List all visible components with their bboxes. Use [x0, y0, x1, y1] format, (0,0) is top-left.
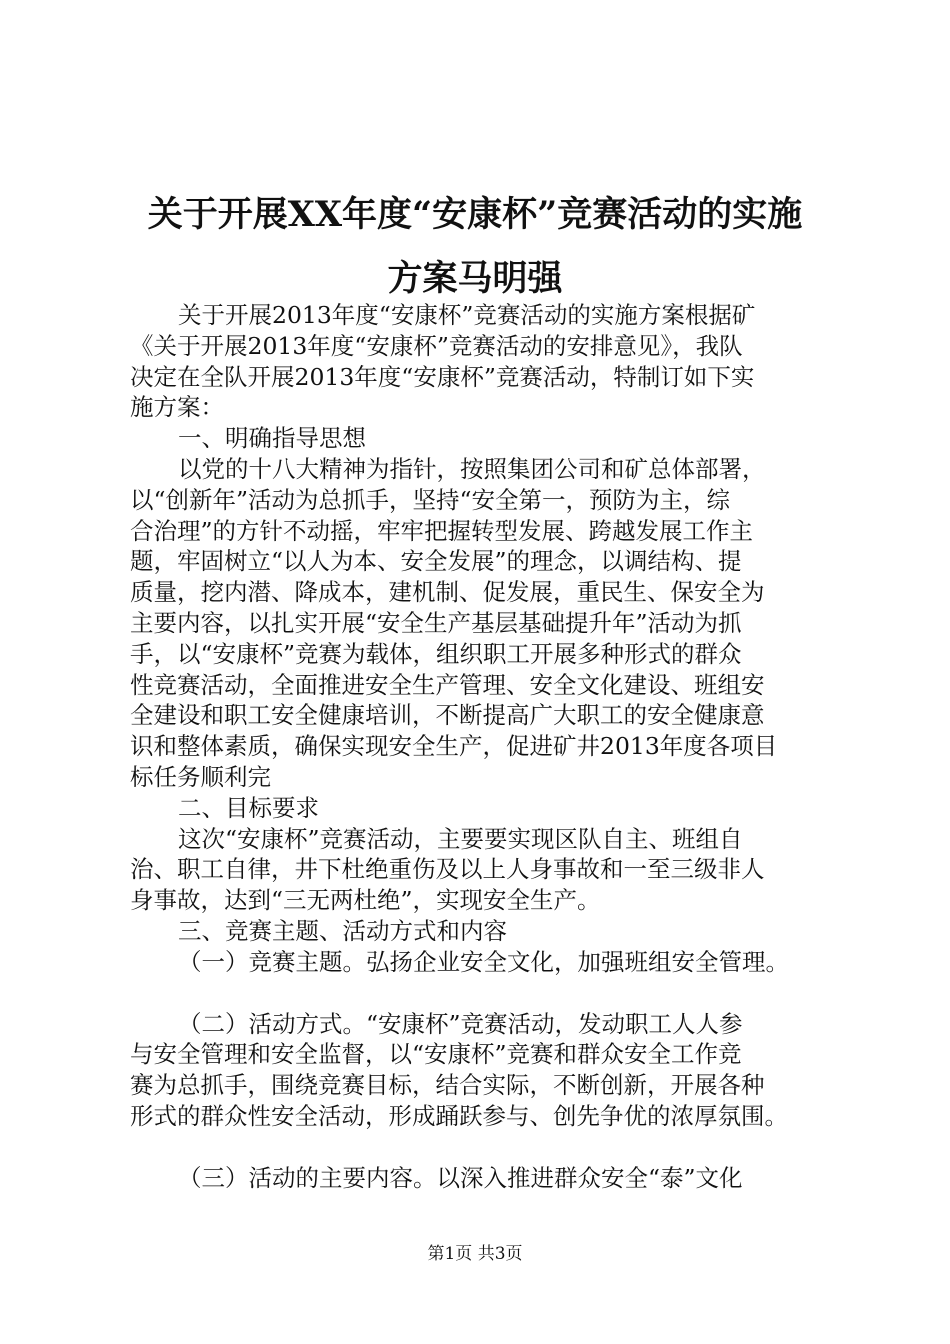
- paragraph-gap: [130, 1132, 830, 1163]
- text-line: 识和整体素质，确保实现安全生产，促进矿井2013年度各项目: [130, 732, 778, 761]
- text-line: （三）活动的主要内容。以深入推进群众安全“泰”文化: [178, 1163, 743, 1192]
- text-line: 治、职工自律，井下杜绝重伤及以上人身事故和一至三级非人: [130, 855, 765, 884]
- text-line: 以党的十八大精神为指针，按照集团公司和矿总体部署，: [178, 454, 766, 483]
- text-line: 质量，挖内潜、降成本，建机制、促发展，重民生、保安全为: [130, 578, 765, 607]
- paragraph-gap: [130, 978, 830, 1009]
- sub2-paragraph: [130, 1009, 830, 1132]
- heading-line: 一、明确指导思想: [178, 424, 366, 453]
- title-line: 关于开展XX年度“安康杯”竞赛活动的实施: [147, 194, 803, 235]
- text-line: 合治理”的方针不动摇，牢牢把握转型发展、跨越发展工作主: [130, 516, 754, 545]
- section-heading: [130, 916, 830, 947]
- sub3-paragraph: [130, 1163, 830, 1194]
- text-line: 施方案：: [130, 393, 224, 422]
- section-heading: [130, 423, 830, 454]
- text-line: 全建设和职工安全健康培训，不断提高广大职工的安全健康意: [130, 701, 765, 730]
- sub1-paragraph: [130, 947, 830, 978]
- text-line: 标任务顺利完: [130, 762, 271, 791]
- intro-paragraph: [130, 300, 830, 423]
- text-line: 这次“安康杯”竞赛活动，主要要实现区队自主、班组自: [178, 824, 743, 853]
- text-line: 决定在全队开展2013年度“安康杯”竞赛活动，特制订如下实: [130, 362, 755, 391]
- text-line: （二）活动方式。“安康杯”竞赛活动，发动职工人人参: [178, 1009, 743, 1038]
- text-line: 与安全管理和安全监督，以“安康杯”竞赛和群众安全工作竞: [130, 1040, 742, 1069]
- document-title: [120, 183, 830, 311]
- text-line: 性竞赛活动，全面推进安全生产管理、安全文化建设、班组安: [130, 670, 765, 699]
- page-number-label: 第1页 共3页: [427, 1244, 523, 1264]
- text-line: 以“创新年”活动为总抓手，坚持“安全第一，预防为主，综: [130, 485, 731, 514]
- text-line: 题，牢固树立“以人为本、安全发展”的理念，以调结构、提: [130, 547, 742, 576]
- document-body: [130, 300, 830, 1194]
- section1-paragraph: [130, 454, 830, 793]
- text-line: 手，以“安康杯”竞赛为载体，组织职工开展多种形式的群众: [130, 639, 742, 668]
- text-line: （一）竞赛主题。弘扬企业安全文化，加强班组安全管理。: [178, 947, 789, 976]
- heading-line: 三、竞赛主题、活动方式和内容: [178, 916, 507, 945]
- title-line: 方案马明强: [387, 258, 563, 299]
- text-line: 形式的群众性安全活动，形成踊跃参与、创先争优的浓厚氛围。: [130, 1101, 788, 1130]
- section-heading: [130, 793, 830, 824]
- page-footer: [0, 1242, 950, 1266]
- text-line: 赛为总抓手，围绕竞赛目标，结合实际，不断创新，开展各种: [130, 1071, 765, 1100]
- text-line: 主要内容，以扎实开展“安全生产基层基础提升年”活动为抓: [130, 608, 742, 637]
- text-line: 身事故，达到“三无两杜绝”，实现安全生产。: [130, 886, 601, 915]
- text-line: 关于开展2013年度“安康杯”竞赛活动的实施方案根据矿: [178, 301, 756, 329]
- heading-line: 二、目标要求: [178, 793, 319, 822]
- text-line: 《关于开展2013年度“安康杯”竞赛活动的安排意见》，我队: [130, 331, 743, 360]
- section2-paragraph: [130, 824, 830, 916]
